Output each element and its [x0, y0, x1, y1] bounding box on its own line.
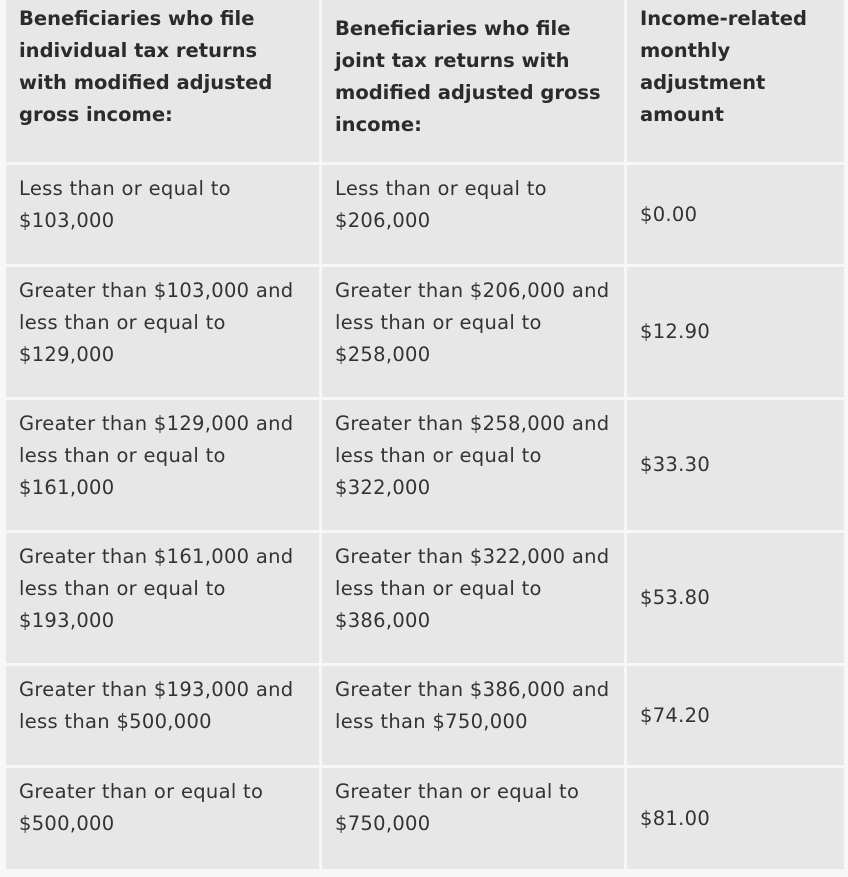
- row-2-individual: Greater than $103,000 and less than or equal to $129,000: [19, 279, 294, 366]
- row-6-individual: Greater than or equal to $500,000: [19, 780, 264, 835]
- table-cell-joint: [322, 267, 624, 397]
- row-6-joint: Greater than or equal to $750,000: [335, 780, 580, 835]
- table-cell-amount: [627, 267, 844, 397]
- table-cell-individual: [6, 267, 319, 397]
- row-1-amount: $0.00: [640, 202, 698, 226]
- row-2-amount: $12.90: [640, 320, 711, 343]
- header-amount: Income-related monthly adjustment amount: [640, 7, 807, 126]
- row-1-individual: Less than or equal to $103,000: [19, 177, 231, 232]
- row-3-individual: Greater than $129,000 and less than or equal to $161,000: [19, 412, 294, 499]
- table-cell-individual: [6, 165, 319, 264]
- table-cell-amount: [627, 666, 844, 765]
- table-cell-amount: [627, 165, 844, 264]
- table-cell-individual: [6, 666, 319, 765]
- table-cell-joint: [322, 165, 624, 264]
- header-cell-amount: [627, 0, 844, 162]
- irmaa-table: [6, 0, 844, 869]
- table-cell-amount: [627, 400, 844, 530]
- table-cell-joint: [322, 533, 624, 663]
- header-joint: Beneficiaries who file joint tax returns with modified adjusted gross income:: [335, 17, 601, 136]
- row-4-amount: $53.80: [640, 586, 711, 609]
- table-cell-joint: [322, 768, 624, 869]
- row-2-joint: Greater than $206,000 and less than or equal to $258,000: [335, 279, 610, 366]
- table-cell-individual: [6, 533, 319, 663]
- row-5-amount: $74.20: [640, 703, 711, 727]
- row-6-amount: $81.00: [640, 806, 711, 830]
- table-cell-joint: [322, 400, 624, 530]
- row-4-joint: Greater than $322,000 and less than or equal to $386,000: [335, 545, 610, 632]
- header-cell-joint: [322, 0, 624, 162]
- header-individual: Beneficiaries who file individual tax returns with modified adjusted gross income:: [19, 7, 273, 126]
- row-1-joint: Less than or equal to $206,000: [335, 177, 547, 232]
- row-3-amount: $33.30: [640, 453, 711, 476]
- table-cell-individual: [6, 768, 319, 869]
- table-cell-amount: [627, 533, 844, 663]
- row-5-individual: Greater than $193,000 and less than $500,000: [19, 678, 294, 733]
- table-cell-amount: [627, 768, 844, 869]
- header-cell-individual: [6, 0, 319, 162]
- row-4-individual: Greater than $161,000 and less than or equal to $193,000: [19, 545, 294, 632]
- table-cell-joint: [322, 666, 624, 765]
- row-3-joint: Greater than $258,000 and less than or equal to $322,000: [335, 412, 610, 499]
- table-cell-individual: [6, 400, 319, 530]
- row-5-joint: Greater than $386,000 and less than $750,000: [335, 678, 610, 733]
